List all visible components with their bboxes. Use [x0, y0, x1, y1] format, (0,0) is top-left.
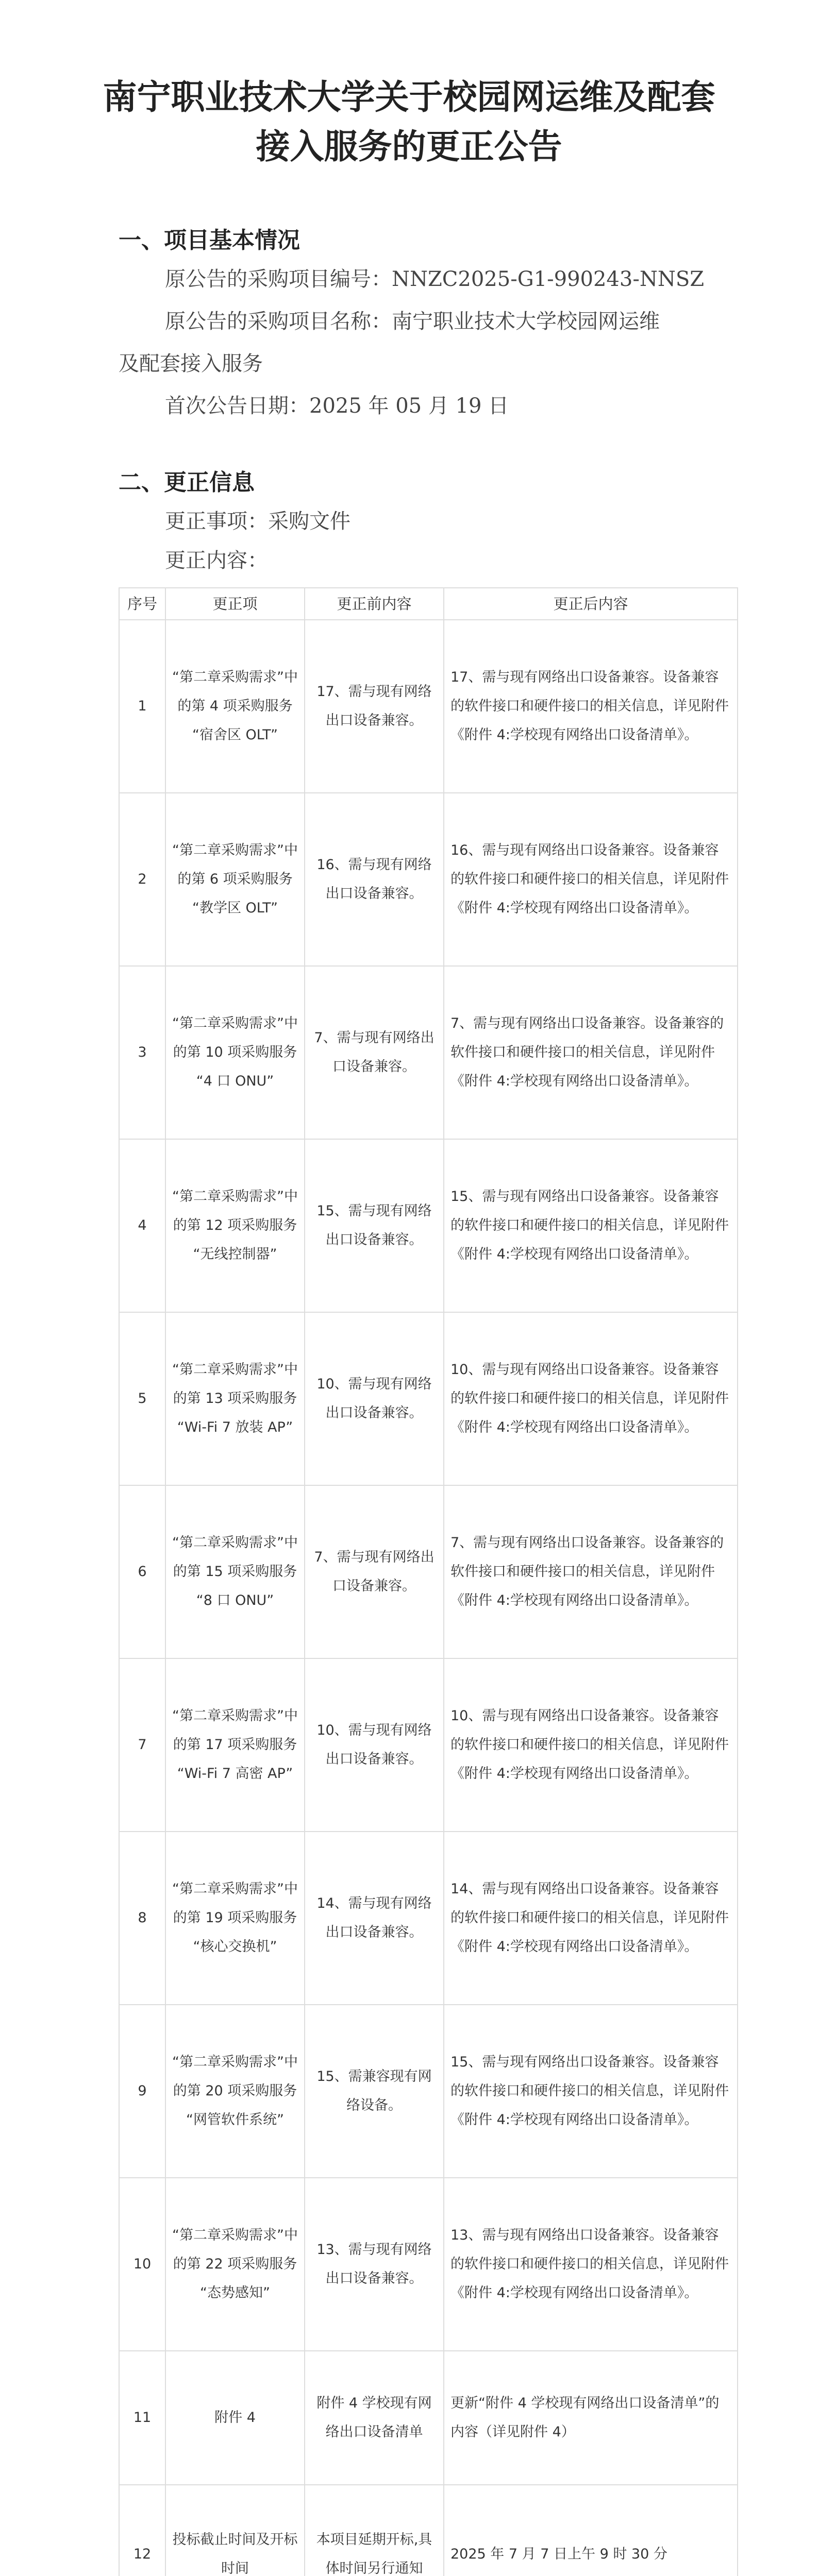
cell-no: 5 [119, 1312, 165, 1485]
cell-no: 11 [119, 2351, 165, 2485]
cell-item: “第二章采购需求”中的第 6 项采购服务 “教学区 OLT” [165, 793, 305, 966]
cell-after: 7、需与现有网络出口设备兼容。设备兼容的软件接口和硬件接口的相关信息，详见附件《附件 4:学校现有网络出口设备清单》。 [444, 1485, 738, 1658]
cell-after: 10、需与现有网络出口设备兼容。设备兼容的软件接口和硬件接口的相关信息，详见附件《附件 4:学校现有网络出口设备清单》。 [444, 1312, 738, 1485]
cell-before: 10、需与现有网络出口设备兼容。 [305, 1312, 444, 1485]
cell-item: “第二章采购需求”中的第 22 项采购服务 “态势感知” [165, 2178, 305, 2351]
page-title-line-1: 南宁职业技术大学关于校园网运维及配套 [103, 77, 715, 117]
cell-after: 14、需与现有网络出口设备兼容。设备兼容的软件接口和硬件接口的相关信息，详见附件《附件 4:学校现有网络出口设备清单》。 [444, 1832, 738, 2005]
project-name-line-1: 原公告的采购项目名称：南宁职业技术大学校园网运维 [165, 310, 660, 333]
table-row [119, 793, 738, 966]
correction-table [119, 587, 738, 2576]
section-2-heading: 二、更正信息 [119, 469, 255, 496]
cell-before: 13、需与现有网络出口设备兼容。 [305, 2178, 444, 2351]
cell-before: 7、需与现有网络出口设备兼容。 [305, 966, 444, 1139]
header-after: 更正后内容 [444, 588, 738, 620]
table-row [119, 620, 738, 793]
cell-after: 16、需与现有网络出口设备兼容。设备兼容的软件接口和硬件接口的相关信息，详见附件《附件 4:学校现有网络出口设备清单》。 [444, 793, 738, 966]
cell-no: 7 [119, 1658, 165, 1832]
cell-item: “第二章采购需求”中的第 4 项采购服务 “宿舍区 OLT” [165, 620, 305, 793]
first-announcement-date: 首次公告日期：2025 年 05 月 19 日 [165, 394, 509, 418]
cell-item: “第二章采购需求”中的第 20 项采购服务 “网管软件系统” [165, 2005, 305, 2178]
table-row [119, 2005, 738, 2178]
cell-item: “第二章采购需求”中的第 17 项采购服务 “Wi-Fi 7 高密 AP” [165, 1658, 305, 1832]
cell-before: 17、需与现有网络出口设备兼容。 [305, 620, 444, 793]
project-name-line-2: 及配套接入服务 [119, 352, 263, 376]
cell-no: 12 [119, 2485, 165, 2576]
cell-after: 2025 年 7 月 7 日上午 9 时 30 分 [444, 2485, 738, 2576]
cell-before: 16、需与现有网络出口设备兼容。 [305, 793, 444, 966]
cell-no: 4 [119, 1139, 165, 1312]
cell-after: 更新“附件 4 学校现有网络出口设备清单”的内容（详见附件 4） [444, 2351, 738, 2485]
cell-after: 15、需与现有网络出口设备兼容。设备兼容的软件接口和硬件接口的相关信息，详见附件《附件 4:学校现有网络出口设备清单》。 [444, 2005, 738, 2178]
cell-item: “第二章采购需求”中的第 13 项采购服务 “Wi-Fi 7 放装 AP” [165, 1312, 305, 1485]
cell-item: “第二章采购需求”中的第 10 项采购服务 “4 口 ONU” [165, 966, 305, 1139]
cell-after: 7、需与现有网络出口设备兼容。设备兼容的软件接口和硬件接口的相关信息，详见附件《附件 4:学校现有网络出口设备清单》。 [444, 966, 738, 1139]
table-header-row [119, 588, 738, 620]
table-row [119, 2351, 738, 2485]
cell-item: “第二章采购需求”中的第 12 项采购服务 “无线控制器” [165, 1139, 305, 1312]
correction-item: 更正事项：采购文件 [165, 510, 350, 533]
table-row [119, 1485, 738, 1658]
header-no: 序号 [119, 588, 165, 620]
table-row [119, 2485, 738, 2576]
cell-before: 14、需与现有网络出口设备兼容。 [305, 1832, 444, 2005]
cell-item: 投标截止时间及开标时间 [165, 2485, 305, 2576]
table-row [119, 1658, 738, 1832]
cell-before: 附件 4 学校现有网络出口设备清单 [305, 2351, 444, 2485]
cell-item: “第二章采购需求”中的第 15 项采购服务 “8 口 ONU” [165, 1485, 305, 1658]
cell-no: 8 [119, 1832, 165, 2005]
cell-before: 本项目延期开标,具体时间另行通知 [305, 2485, 444, 2576]
table-row [119, 966, 738, 1139]
cell-no: 1 [119, 620, 165, 793]
cell-after: 13、需与现有网络出口设备兼容。设备兼容的软件接口和硬件接口的相关信息，详见附件《附件 4:学校现有网络出口设备清单》。 [444, 2178, 738, 2351]
section-1-heading: 一、项目基本情况 [119, 227, 300, 253]
cell-before: 7、需与现有网络出口设备兼容。 [305, 1485, 444, 1658]
table-row [119, 1312, 738, 1485]
project-number: 原公告的采购项目编号：NNZC2025-G1-990243-NNSZ [165, 267, 705, 291]
cell-no: 10 [119, 2178, 165, 2351]
table-row [119, 1832, 738, 2005]
cell-no: 2 [119, 793, 165, 966]
cell-before: 10、需与现有网络出口设备兼容。 [305, 1658, 444, 1832]
header-before: 更正前内容 [305, 588, 444, 620]
cell-item: “第二章采购需求”中的第 19 项采购服务 “核心交换机” [165, 1832, 305, 2005]
cell-no: 9 [119, 2005, 165, 2178]
header-item: 更正项 [165, 588, 305, 620]
cell-no: 3 [119, 966, 165, 1139]
table-row [119, 1139, 738, 1312]
cell-after: 10、需与现有网络出口设备兼容。设备兼容的软件接口和硬件接口的相关信息，详见附件《附件 4:学校现有网络出口设备清单》。 [444, 1658, 738, 1832]
page-title-line-2: 接入服务的更正公告 [256, 126, 562, 166]
cell-before: 15、需与现有网络出口设备兼容。 [305, 1139, 444, 1312]
cell-after: 15、需与现有网络出口设备兼容。设备兼容的软件接口和硬件接口的相关信息，详见附件《附件 4:学校现有网络出口设备清单》。 [444, 1139, 738, 1312]
cell-before: 15、需兼容现有网络设备。 [305, 2005, 444, 2178]
table-row [119, 2178, 738, 2351]
cell-after: 17、需与现有网络出口设备兼容。设备兼容的软件接口和硬件接口的相关信息，详见附件《附件 4:学校现有网络出口设备清单》。 [444, 620, 738, 793]
cell-no: 6 [119, 1485, 165, 1658]
correction-content-label: 更正内容： [165, 549, 268, 572]
cell-item: 附件 4 [165, 2351, 305, 2485]
